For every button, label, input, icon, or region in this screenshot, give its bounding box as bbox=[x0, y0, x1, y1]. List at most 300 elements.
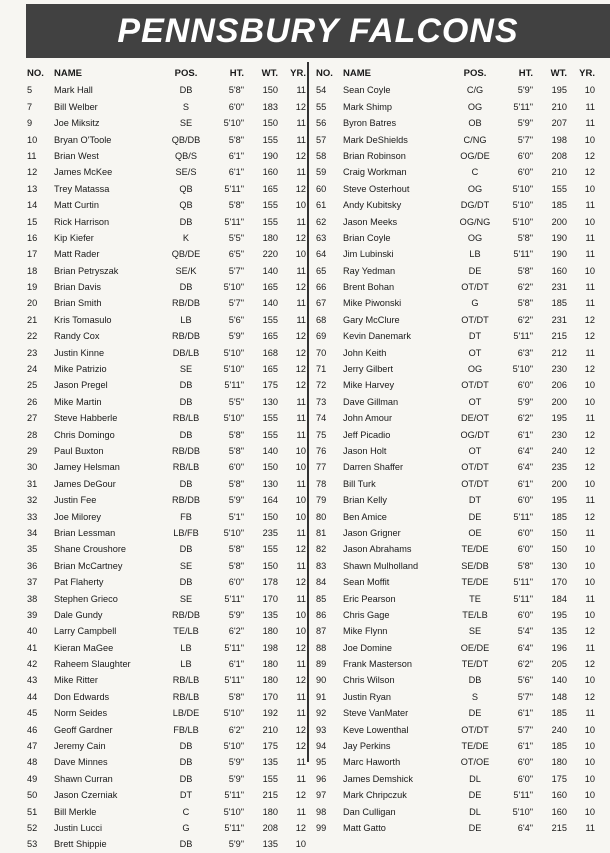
player-ht: 5'11" bbox=[224, 675, 244, 686]
player-no: 17 bbox=[27, 249, 38, 260]
player-name: Frank Masterson bbox=[343, 659, 412, 670]
player-wt: 150 bbox=[551, 527, 567, 538]
player-ht: 6'2" bbox=[517, 659, 533, 670]
roster-left bbox=[27, 66, 311, 853]
player-pos: LB bbox=[469, 249, 481, 260]
player-pos: DB bbox=[179, 773, 193, 784]
player-no: 68 bbox=[316, 314, 327, 325]
player-ht: 6'1" bbox=[228, 659, 244, 670]
player-yr: 11 bbox=[585, 249, 595, 260]
player-no: 77 bbox=[316, 462, 327, 473]
player-no: 46 bbox=[27, 724, 38, 735]
player-no: 84 bbox=[316, 577, 327, 588]
player-no: 30 bbox=[27, 462, 38, 473]
player-yr: 12 bbox=[295, 347, 306, 358]
player-ht: 5'5" bbox=[228, 396, 244, 407]
player-wt: 155 bbox=[262, 773, 278, 784]
player-ht: 5'9" bbox=[228, 839, 244, 850]
player-pos: DB bbox=[468, 675, 482, 686]
player-ht: 5'8" bbox=[228, 200, 244, 211]
player-pos: TE bbox=[469, 593, 481, 604]
player-ht: 5'7" bbox=[517, 691, 533, 702]
player-ht: 6'1" bbox=[517, 741, 533, 752]
player-pos: SE/S bbox=[175, 167, 197, 178]
player-pos: SE bbox=[179, 364, 193, 375]
player-name: Jason Meeks bbox=[343, 216, 398, 227]
header-no: NO. bbox=[316, 68, 333, 79]
player-no: 65 bbox=[316, 265, 327, 276]
player-row bbox=[27, 836, 311, 852]
player-name: Mike Martin bbox=[54, 396, 102, 407]
player-wt: 155 bbox=[262, 413, 278, 424]
player-pos: OT bbox=[468, 347, 482, 358]
player-name: Jason Holt bbox=[343, 445, 387, 456]
player-ht: 5'11" bbox=[224, 790, 244, 801]
player-name: Chris Wilson bbox=[343, 675, 395, 686]
player-pos: K bbox=[182, 232, 190, 243]
player-yr: 11 bbox=[296, 806, 306, 817]
player-name: John Keith bbox=[343, 347, 387, 358]
player-no: 25 bbox=[27, 380, 38, 391]
header-yr: YR. bbox=[579, 68, 595, 79]
player-pos: DE bbox=[468, 511, 482, 522]
player-no: 59 bbox=[316, 167, 327, 178]
player-yr: 11 bbox=[585, 298, 595, 309]
player-no: 23 bbox=[27, 347, 38, 358]
player-row bbox=[316, 525, 600, 541]
player-wt: 140 bbox=[262, 298, 278, 309]
player-pos: DE bbox=[468, 265, 482, 276]
player-no: 16 bbox=[27, 232, 38, 243]
player-row bbox=[27, 541, 311, 557]
player-no: 39 bbox=[27, 609, 38, 620]
player-name: Jason Abrahams bbox=[343, 544, 412, 555]
player-wt: 235 bbox=[262, 527, 278, 538]
player-pos: RB/DB bbox=[171, 298, 201, 309]
player-no: 61 bbox=[316, 200, 327, 211]
player-yr: 10 bbox=[295, 200, 306, 211]
player-yr: 10 bbox=[295, 626, 306, 637]
player-pos: LB/FB bbox=[173, 527, 199, 538]
player-no: 71 bbox=[316, 364, 327, 375]
player-name: Bill Merkle bbox=[54, 806, 97, 817]
player-ht: 5'10" bbox=[223, 527, 244, 538]
player-wt: 160 bbox=[262, 167, 278, 178]
player-yr: 10 bbox=[295, 462, 306, 473]
player-wt: 135 bbox=[262, 839, 278, 850]
player-wt: 155 bbox=[262, 544, 278, 555]
player-yr: 11 bbox=[585, 101, 595, 112]
player-no: 12 bbox=[27, 167, 38, 178]
player-no: 31 bbox=[27, 478, 38, 489]
player-pos: DB bbox=[179, 741, 193, 752]
player-wt: 198 bbox=[551, 134, 567, 145]
player-yr: 10 bbox=[584, 265, 595, 276]
player-row bbox=[27, 132, 311, 148]
player-row bbox=[316, 754, 600, 770]
player-yr: 11 bbox=[585, 347, 595, 358]
player-no: 36 bbox=[27, 560, 38, 571]
player-yr: 11 bbox=[585, 495, 595, 506]
player-ht: 5'9" bbox=[517, 396, 533, 407]
player-pos: FB bbox=[180, 511, 192, 522]
player-no: 81 bbox=[316, 527, 327, 538]
player-row bbox=[27, 230, 311, 246]
player-pos: DT bbox=[468, 495, 482, 506]
player-row bbox=[316, 312, 600, 328]
player-ht: 6'3" bbox=[517, 347, 533, 358]
player-pos: DB bbox=[179, 282, 193, 293]
player-yr: 11 bbox=[585, 200, 595, 211]
player-yr: 12 bbox=[295, 150, 306, 161]
player-no: 42 bbox=[27, 659, 38, 670]
player-pos: DB bbox=[179, 544, 193, 555]
player-yr: 10 bbox=[295, 249, 306, 260]
player-pos: LB bbox=[180, 642, 192, 653]
player-no: 45 bbox=[27, 708, 38, 719]
player-ht: 6'2" bbox=[517, 314, 533, 325]
player-name: Sean Moffit bbox=[343, 577, 390, 588]
player-row bbox=[27, 246, 311, 262]
player-pos: S bbox=[182, 101, 190, 112]
player-no: 24 bbox=[27, 364, 38, 375]
player-no: 96 bbox=[316, 773, 327, 784]
player-name: Jamey Helsman bbox=[54, 462, 120, 473]
player-row bbox=[316, 607, 600, 623]
player-wt: 150 bbox=[262, 462, 278, 473]
player-ht: 6'1" bbox=[517, 478, 533, 489]
player-row bbox=[27, 82, 311, 98]
player-wt: 135 bbox=[551, 626, 567, 637]
player-yr: 10 bbox=[584, 773, 595, 784]
player-ht: 5'6" bbox=[517, 675, 533, 686]
player-name: Joe Miksitz bbox=[54, 118, 100, 129]
player-ht: 5'7" bbox=[228, 298, 244, 309]
player-pos: SE bbox=[468, 626, 482, 637]
player-ht: 5'4" bbox=[517, 626, 533, 637]
player-no: 10 bbox=[27, 134, 38, 145]
player-wt: 200 bbox=[551, 478, 567, 489]
player-no: 33 bbox=[27, 511, 38, 522]
player-pos: TE/LB bbox=[173, 626, 199, 637]
player-name: Brian McCartney bbox=[54, 560, 123, 571]
player-pos: SE bbox=[179, 118, 193, 129]
player-pos: C/G bbox=[466, 85, 484, 96]
player-ht: 5'8" bbox=[228, 429, 244, 440]
player-ht: 6'2" bbox=[517, 413, 533, 424]
player-no: 74 bbox=[316, 413, 327, 424]
player-row bbox=[27, 443, 311, 459]
player-name: Kieran MaGee bbox=[54, 642, 114, 653]
player-name: Don Edwards bbox=[54, 691, 110, 702]
player-ht: 5'11" bbox=[513, 593, 533, 604]
player-ht: 5'10" bbox=[223, 741, 244, 752]
player-wt: 215 bbox=[551, 331, 567, 342]
player-ht: 6'0" bbox=[517, 544, 533, 555]
player-pos: DB bbox=[179, 429, 193, 440]
player-row bbox=[27, 394, 311, 410]
player-no: 56 bbox=[316, 118, 327, 129]
player-yr: 11 bbox=[296, 691, 306, 702]
player-row bbox=[316, 246, 600, 262]
player-ht: 6'0" bbox=[228, 101, 244, 112]
player-no: 48 bbox=[27, 757, 38, 768]
title-banner bbox=[26, 4, 610, 58]
player-yr: 11 bbox=[585, 822, 595, 833]
player-ht: 5'9" bbox=[228, 773, 244, 784]
player-wt: 196 bbox=[551, 642, 567, 653]
player-wt: 150 bbox=[551, 544, 567, 555]
player-ht: 5'10" bbox=[512, 183, 533, 194]
player-pos: SE bbox=[179, 560, 193, 571]
player-wt: 231 bbox=[551, 282, 567, 293]
header-wt: WT. bbox=[261, 68, 278, 79]
player-row bbox=[316, 164, 600, 180]
player-yr: 12 bbox=[584, 364, 595, 375]
player-no: 87 bbox=[316, 626, 327, 637]
player-ht: 6'0" bbox=[517, 380, 533, 391]
player-ht: 5'6" bbox=[228, 314, 244, 325]
player-row bbox=[316, 509, 600, 525]
player-wt: 150 bbox=[262, 118, 278, 129]
player-pos: G bbox=[471, 298, 479, 309]
player-row bbox=[27, 689, 311, 705]
player-name: Sean Coyle bbox=[343, 85, 391, 96]
player-row bbox=[27, 574, 311, 590]
player-name: Chris Gage bbox=[343, 609, 390, 620]
player-no: 88 bbox=[316, 642, 327, 653]
player-name: Byron Batres bbox=[343, 118, 397, 129]
player-ht: 5'8" bbox=[228, 445, 244, 456]
player-pos: C bbox=[182, 806, 190, 817]
player-pos: G bbox=[182, 822, 190, 833]
player-ht: 5'10" bbox=[223, 347, 244, 358]
player-name: Stephen Grieco bbox=[54, 593, 118, 604]
player-wt: 195 bbox=[551, 413, 567, 424]
player-ht: 6'0" bbox=[517, 150, 533, 161]
player-row bbox=[27, 312, 311, 328]
player-ht: 6'1" bbox=[517, 429, 533, 440]
player-name: Kevin Danemark bbox=[343, 331, 411, 342]
player-wt: 185 bbox=[551, 741, 567, 752]
player-no: 60 bbox=[316, 183, 327, 194]
player-no: 67 bbox=[316, 298, 327, 309]
player-name: Mike Piwonski bbox=[343, 298, 402, 309]
player-yr: 12 bbox=[584, 626, 595, 637]
player-wt: 160 bbox=[551, 790, 567, 801]
player-name: Norm Seides bbox=[54, 708, 108, 719]
player-ht: 5'11" bbox=[513, 249, 533, 260]
player-no: 66 bbox=[316, 282, 327, 293]
player-pos: LB/DE bbox=[172, 708, 200, 719]
player-no: 83 bbox=[316, 560, 327, 571]
player-name: Keve Lowenthal bbox=[343, 724, 409, 735]
player-name: Darren Shaffer bbox=[343, 462, 404, 473]
player-ht: 6'2" bbox=[228, 724, 244, 735]
player-name: Steve Osterhout bbox=[343, 183, 410, 194]
player-no: 5 bbox=[27, 85, 33, 96]
player-yr: 12 bbox=[584, 691, 595, 702]
player-wt: 148 bbox=[551, 691, 567, 702]
player-wt: 208 bbox=[551, 150, 567, 161]
player-ht: 6'4" bbox=[517, 822, 533, 833]
player-wt: 130 bbox=[262, 396, 278, 407]
player-wt: 175 bbox=[551, 773, 567, 784]
player-wt: 185 bbox=[551, 200, 567, 211]
player-yr: 12 bbox=[295, 675, 306, 686]
player-ht: 5'8" bbox=[517, 298, 533, 309]
player-name: Jason Pregel bbox=[54, 380, 108, 391]
player-row bbox=[27, 361, 311, 377]
player-pos: RB/LB bbox=[172, 462, 200, 473]
player-wt: 178 bbox=[262, 577, 278, 588]
player-row bbox=[316, 230, 600, 246]
player-pos: DE bbox=[468, 708, 482, 719]
player-row bbox=[316, 459, 600, 475]
player-name: Joe Domine bbox=[343, 642, 393, 653]
player-no: 19 bbox=[27, 282, 38, 293]
header-no: NO. bbox=[27, 68, 44, 79]
player-pos: RB/DB bbox=[171, 609, 201, 620]
player-wt: 235 bbox=[551, 462, 567, 473]
player-yr: 11 bbox=[296, 478, 306, 489]
player-pos: DE/OT bbox=[460, 413, 490, 424]
player-name: Chris Domingo bbox=[54, 429, 115, 440]
player-row bbox=[27, 427, 311, 443]
player-pos: DT bbox=[468, 331, 482, 342]
player-name: Shawn Curran bbox=[54, 773, 113, 784]
header-wt: WT. bbox=[550, 68, 567, 79]
player-ht: 5'10" bbox=[512, 364, 533, 375]
player-wt: 195 bbox=[551, 85, 567, 96]
player-ht: 6'0" bbox=[517, 609, 533, 620]
player-wt: 212 bbox=[551, 347, 567, 358]
player-name: Eric Pearson bbox=[343, 593, 396, 604]
player-pos: LB bbox=[180, 659, 192, 670]
player-yr: 12 bbox=[584, 150, 595, 161]
player-name: Brent Bohan bbox=[343, 282, 395, 293]
player-wt: 165 bbox=[262, 364, 278, 375]
player-wt: 183 bbox=[262, 101, 278, 112]
player-wt: 175 bbox=[262, 741, 278, 752]
player-name: Bill Turk bbox=[343, 478, 376, 489]
player-no: 9 bbox=[27, 118, 33, 129]
player-name: Justin Lucci bbox=[54, 822, 103, 833]
player-no: 21 bbox=[27, 314, 38, 325]
player-pos: TE/DE bbox=[461, 577, 489, 588]
player-pos: DG/DT bbox=[460, 200, 490, 211]
player-wt: 155 bbox=[262, 134, 278, 145]
player-row bbox=[27, 558, 311, 574]
player-ht: 5'9" bbox=[517, 118, 533, 129]
player-pos: DL bbox=[469, 773, 481, 784]
player-yr: 11 bbox=[296, 560, 306, 571]
player-yr: 11 bbox=[296, 429, 306, 440]
player-row bbox=[27, 771, 311, 787]
player-row bbox=[27, 754, 311, 770]
player-row bbox=[27, 705, 311, 721]
player-no: 50 bbox=[27, 790, 38, 801]
player-yr: 12 bbox=[584, 511, 595, 522]
player-pos: RB/LB bbox=[172, 675, 200, 686]
player-pos: TE/DE bbox=[461, 544, 489, 555]
player-row bbox=[27, 656, 311, 672]
player-wt: 185 bbox=[551, 708, 567, 719]
player-yr: 11 bbox=[296, 773, 306, 784]
player-name: Mike Patrizio bbox=[54, 364, 107, 375]
player-no: 95 bbox=[316, 757, 327, 768]
player-yr: 11 bbox=[585, 232, 595, 243]
player-ht: 6'0" bbox=[517, 527, 533, 538]
player-no: 47 bbox=[27, 741, 38, 752]
player-yr: 12 bbox=[584, 659, 595, 670]
player-row bbox=[27, 623, 311, 639]
player-wt: 160 bbox=[551, 265, 567, 276]
player-no: 41 bbox=[27, 642, 38, 653]
player-wt: 190 bbox=[262, 150, 278, 161]
player-name: Justin Fee bbox=[54, 495, 97, 506]
player-yr: 10 bbox=[295, 445, 306, 456]
player-pos: DE bbox=[468, 822, 482, 833]
player-wt: 170 bbox=[551, 577, 567, 588]
player-ht: 5'8" bbox=[517, 560, 533, 571]
player-pos: OE/DE bbox=[460, 642, 490, 653]
player-ht: 5'8" bbox=[228, 544, 244, 555]
player-yr: 12 bbox=[295, 790, 306, 801]
player-ht: 6'4" bbox=[517, 462, 533, 473]
player-ht: 5'11" bbox=[224, 642, 244, 653]
player-wt: 170 bbox=[262, 691, 278, 702]
player-name: Craig Workman bbox=[343, 167, 407, 178]
player-yr: 12 bbox=[295, 183, 306, 194]
player-row bbox=[316, 427, 600, 443]
player-ht: 5'9" bbox=[517, 85, 533, 96]
player-no: 27 bbox=[27, 413, 38, 424]
player-ht: 6'0" bbox=[517, 495, 533, 506]
player-ht: 6'0" bbox=[517, 773, 533, 784]
header-pos: POS. bbox=[174, 68, 198, 79]
player-no: 58 bbox=[316, 150, 327, 161]
player-wt: 150 bbox=[262, 560, 278, 571]
header-yr: YR. bbox=[290, 68, 306, 79]
player-name: John Amour bbox=[343, 413, 393, 424]
player-no: 72 bbox=[316, 380, 327, 391]
player-yr: 10 bbox=[584, 675, 595, 686]
player-row bbox=[27, 181, 311, 197]
player-row bbox=[316, 820, 600, 836]
player-row bbox=[27, 722, 311, 738]
player-yr: 11 bbox=[296, 298, 306, 309]
player-pos: TE/DE bbox=[461, 741, 489, 752]
player-ht: 5'7" bbox=[517, 724, 533, 735]
player-wt: 184 bbox=[551, 593, 567, 604]
player-no: 62 bbox=[316, 216, 327, 227]
player-ht: 5'11" bbox=[513, 577, 533, 588]
player-no: 79 bbox=[316, 495, 327, 506]
player-ht: 6'1" bbox=[228, 167, 244, 178]
player-pos: OG/DT bbox=[460, 429, 490, 440]
player-ht: 5'10" bbox=[223, 806, 244, 817]
player-no: 18 bbox=[27, 265, 38, 276]
player-yr: 10 bbox=[584, 806, 595, 817]
player-pos: OT/DT bbox=[461, 380, 489, 391]
player-yr: 12 bbox=[295, 822, 306, 833]
player-name: Justin Ryan bbox=[343, 691, 392, 702]
player-wt: 180 bbox=[262, 806, 278, 817]
player-row bbox=[27, 99, 311, 115]
player-row bbox=[27, 492, 311, 508]
player-no: 32 bbox=[27, 495, 38, 506]
